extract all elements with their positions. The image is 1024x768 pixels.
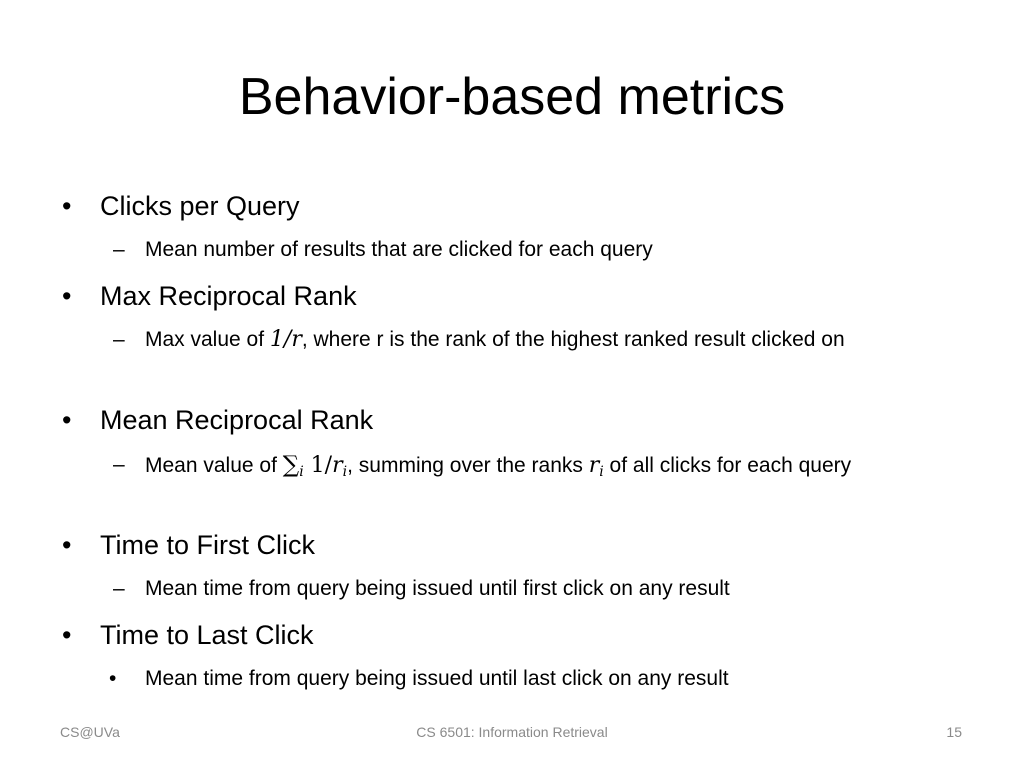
footer-course-title: CS 6501: Information Retrieval	[416, 724, 608, 740]
bullet-text: Max Reciprocal Rank	[100, 281, 357, 311]
bullet-marker: •	[62, 405, 72, 435]
sub-bullet-text-after: , where r is the rank of the highest ranked result clicked on	[301, 328, 845, 351]
variable-index: i	[599, 464, 604, 480]
formula-variable: r	[588, 453, 600, 478]
sigma-symbol: ∑	[282, 452, 300, 478]
sub-bullet-time-to-last-click	[109, 662, 965, 696]
sub-bullet-mean-reciprocal-rank	[113, 448, 965, 483]
sub-bullet-time-to-first-click	[113, 572, 965, 606]
dash-marker: –	[113, 328, 125, 351]
sub-bullet-text-before: Mean value of	[145, 454, 283, 477]
bullet-clicks-per-query	[62, 189, 300, 223]
bullet-marker: •	[62, 281, 72, 311]
bullet-text: Time to Last Click	[100, 620, 314, 650]
sub-bullet-text-before: Max value of	[145, 328, 270, 351]
variable-index: i	[342, 464, 348, 480]
formula-one-over-r: 1/r	[269, 327, 302, 352]
sub-bullet-text: Mean number of results that are clicked for each query	[145, 238, 653, 261]
sub-bullet-text-after: of all clicks for each query	[603, 454, 852, 477]
slide-page-number: 15	[946, 724, 962, 740]
sub-bullet-text: Mean time from query being issued until first click on any result	[145, 577, 730, 600]
bullet-time-to-last-click	[62, 618, 314, 652]
bullet-marker: •	[109, 667, 117, 690]
sub-bullet-max-reciprocal-rank	[113, 323, 965, 357]
dash-marker: –	[113, 453, 125, 476]
bullet-text: Mean Reciprocal Rank	[100, 405, 374, 435]
bullet-marker: •	[62, 191, 72, 221]
bullet-marker: •	[62, 530, 72, 560]
bullet-marker: •	[62, 620, 72, 650]
dash-marker: –	[113, 238, 125, 261]
formula-variable: r	[332, 453, 343, 478]
bullet-mean-reciprocal-rank	[62, 403, 374, 437]
bullet-text: Clicks per Query	[100, 191, 300, 221]
dash-marker: –	[113, 577, 125, 600]
formula-r-i	[589, 453, 604, 478]
sum-index: i	[299, 464, 304, 480]
bullet-max-reciprocal-rank	[62, 279, 357, 313]
footer-left-text: CS@UVa	[60, 724, 120, 740]
formula-sum-reciprocal	[283, 453, 347, 478]
sub-bullet-text-mid: , summing over the ranks	[347, 454, 589, 477]
slide-title: Behavior-based metrics	[238, 68, 786, 126]
bullet-time-to-first-click	[62, 528, 315, 562]
formula-numerator: 1/	[310, 453, 333, 478]
sub-bullet-clicks-per-query	[113, 233, 965, 267]
bullet-text: Time to First Click	[100, 530, 315, 560]
sub-bullet-text: Mean time from query being issued until last click on any result	[145, 667, 729, 690]
